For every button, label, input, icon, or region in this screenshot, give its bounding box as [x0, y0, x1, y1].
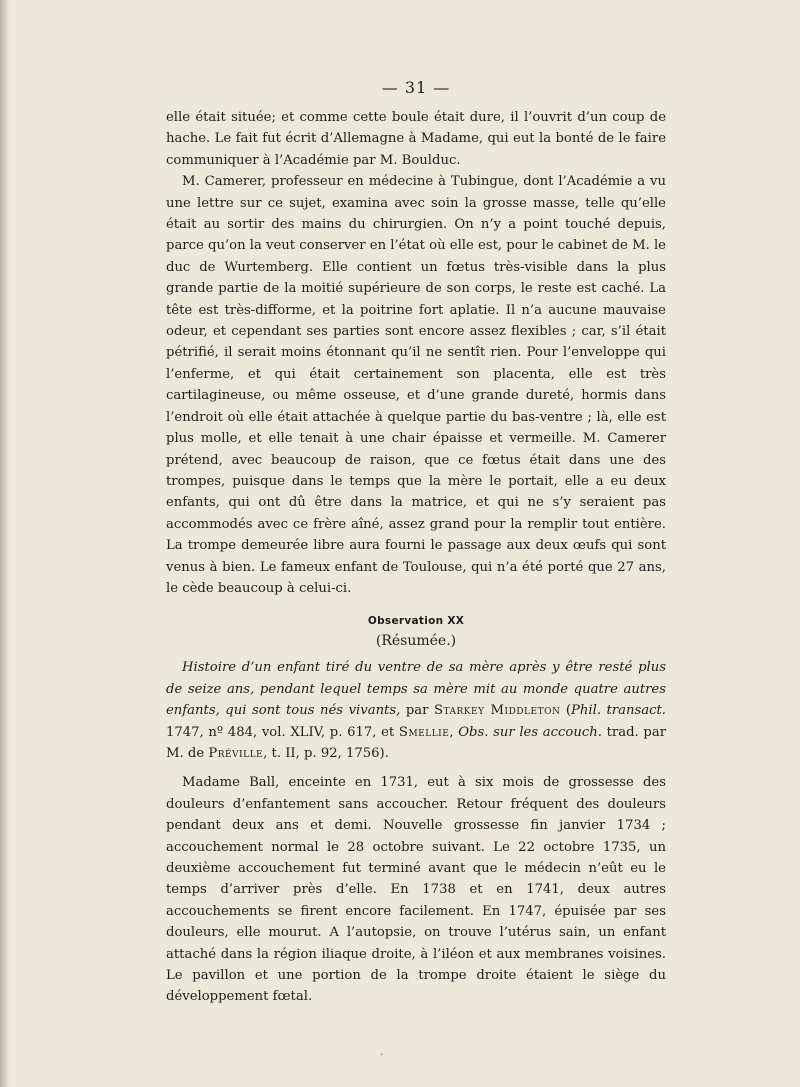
ref2-title: Obs. sur les accouch. [458, 724, 602, 740]
summary-by: par [400, 703, 434, 719]
summary-italic-text: Histoire d’un enfant tiré du ventre de sa mère après y être resté plus de seize ans, pendant lequel temps sa mère mit au monde quatre autres enfants, qui sont tous nés vivants, [166, 660, 666, 719]
ink-speck: · [380, 1050, 384, 1061]
book-page [166, 78, 666, 1008]
ref1-open: ( [560, 703, 572, 719]
page-number: — 31 — [381, 78, 451, 97]
ref1-details: 1747, nº 484, vol. XLIV, p. 617, et [166, 724, 399, 740]
ref1-journal: Phil. transact. [571, 703, 666, 719]
ref2-separator: , [449, 724, 459, 740]
paragraph-camerer: M. Camerer, professeur en médecine à Tubingue, dont l’Académie a vu une lettre sur ce sujet, examina avec soin la grosse masse, telle qu’elle était au sortir des mains du chirurgien. On n’y a point touché depuis, parce qu’on la veut conserver en l’état où elle est, pour le cabinet de M. le duc de Wurtemberg. Elle contient un fœtus très-visible dans la plus grande partie de la moitié supérieure de son corps, le reste est caché. La tête est très-difforme, et la poitrine fort aplatie. Il n’a aucune mauvaise odeur, et cependant ses parties sont encore assez flexibles ; car, s’il était pétrifié, il serait moins étonnant qu’il ne sentît rien. Pour l’enveloppe qui l’enferme, et qui était certainement son placenta, elle est très cartilagineuse, ou même osseuse, et d’une grande dureté, hormis dans l’endroit où elle était attachée à quelque partie du bas-ventre ; là, elle est plus molle, et elle tenait à une chair épaisse et vermeille. M. Camerer prétend, avec beaucoup de raison, que ce fœtus était dans une des trompes, puisque dans le temps que la mère le portait, elle a eu deux enfants, qui ont dû être dans la matrice, et qui ne s’y seraient pas accommodés avec ce frère aîné, assez grand pour la remplir tout entière. La trompe demeurée libre aura fourni le passage aux deux œufs qui sont venus à bien. Le fameux enfant de Toulouse, qui n’a été porté que 27 ans, le cède beaucoup à celui-ci. [166, 174, 666, 596]
author-middleton: Starkey Middleton [433, 703, 561, 719]
observation-summary [166, 657, 666, 764]
ref2-details: trad. par M. de [166, 724, 667, 761]
observation-subtitle: (Résumée.) [375, 633, 457, 650]
author-smellie: Smellie [398, 724, 450, 740]
ref3-details: , t. II, p. 92, 1756). [263, 745, 389, 761]
page-edge-shadow [0, 0, 10, 1087]
paragraph-madame-ball: Madame Ball, enceinte en 1731, eut à six mois de grossesse des douleurs d’enfantement sans accoucher. Retour fréquent des douleurs pendant deux ans et demi. Nouvelle grossesse fin janvier 1734 ; accouchement normal le 28 octobre suivant. Le 22 octobre 1735, un deuxième accouchement fut terminé avant que le médecin n’eût eu le temps d’arriver près d’elle. En 1738 et en 1741, deux autres accouchements se firent encore facilement. En 1747, épuisée par ses douleurs, elle mourut. A l’autopsie, on trouve l’utérus sain, un enfant attaché dans la région iliaque droite, à l’iléon et aux membranes voisines. Le pavillon et une portion de la trompe droite étaient le siège du développement fœtal. [166, 775, 666, 1005]
observation-title: Observation XX [367, 615, 465, 628]
paragraph-continuation: elle était située; et comme cette boule était dure, il l’ouvrit d’un coup de hache. Le fait fut écrit d’Allemagne à Madame, qui eut la bonté de le faire communiquer à l’Académie par M. Boulduc. [166, 110, 666, 168]
author-preville: Préville [208, 745, 264, 761]
